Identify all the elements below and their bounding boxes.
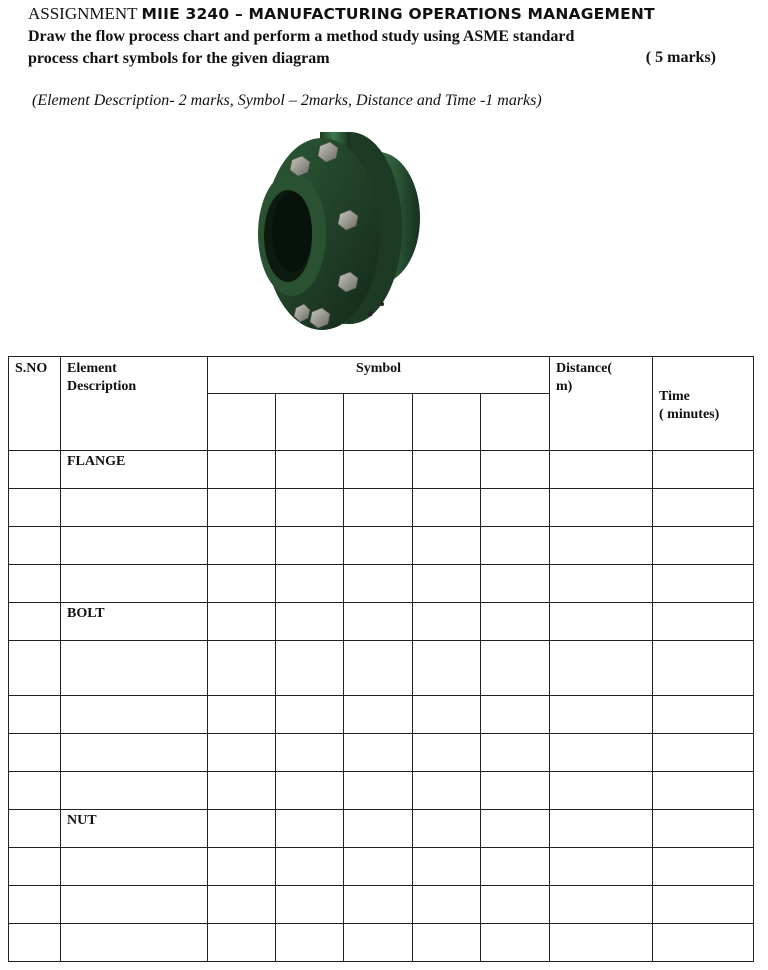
distance-cell [550, 734, 653, 772]
symbol-cell [208, 810, 276, 848]
header-distance: Distance( m) [550, 357, 653, 451]
distance-cell [550, 848, 653, 886]
symbol-cell [344, 394, 413, 451]
symbol-cell [344, 924, 413, 962]
symbol-cell [344, 772, 413, 810]
symbol-cell [344, 848, 413, 886]
symbol-cell [208, 772, 276, 810]
distance-cell [550, 641, 653, 696]
symbol-cell [344, 489, 413, 527]
header-sno: S.NO [9, 357, 61, 451]
distance-cell [550, 489, 653, 527]
symbol-cell [413, 924, 481, 962]
distance-cell [550, 810, 653, 848]
symbol-cell [208, 394, 276, 451]
time-cell [653, 565, 754, 603]
element-description-cell [61, 489, 208, 527]
symbol-cell [208, 886, 276, 924]
symbol-cell [344, 696, 413, 734]
sno-cell [9, 527, 61, 565]
time-cell [653, 489, 754, 527]
sno-cell [9, 565, 61, 603]
symbol-cell [344, 734, 413, 772]
time-cell [653, 527, 754, 565]
distance-cell [550, 886, 653, 924]
symbol-cell [276, 603, 344, 641]
sno-cell [9, 810, 61, 848]
symbol-cell [344, 886, 413, 924]
symbol-cell [276, 565, 344, 603]
symbol-cell [208, 565, 276, 603]
table-row [9, 886, 754, 924]
sno-cell [9, 489, 61, 527]
time-cell [653, 886, 754, 924]
symbol-cell [276, 527, 344, 565]
symbol-cell [276, 696, 344, 734]
symbol-cell [344, 603, 413, 641]
sno-cell [9, 451, 61, 489]
distance-cell [550, 451, 653, 489]
sno-cell [9, 924, 61, 962]
distance-cell [550, 772, 653, 810]
table-row [9, 848, 754, 886]
symbol-cell [344, 641, 413, 696]
symbol-cell [276, 810, 344, 848]
time-cell [653, 924, 754, 962]
symbol-cell [481, 527, 550, 565]
symbol-cell [481, 734, 550, 772]
table-row [9, 451, 754, 489]
distance-cell [550, 527, 653, 565]
symbol-cell [413, 603, 481, 641]
symbol-cell [413, 527, 481, 565]
symbol-cell [481, 394, 550, 451]
symbol-cell [481, 772, 550, 810]
symbol-cell [413, 810, 481, 848]
flow-process-chart-table [8, 356, 754, 962]
symbol-cell [276, 451, 344, 489]
symbol-cell [481, 848, 550, 886]
time-cell [653, 734, 754, 772]
table-row [9, 489, 754, 527]
symbol-cell [276, 924, 344, 962]
table-row [9, 641, 754, 696]
sno-cell [9, 641, 61, 696]
symbol-cell [413, 734, 481, 772]
element-description-cell [61, 565, 208, 603]
header-time: Time ( minutes) [653, 357, 754, 451]
symbol-cell [208, 641, 276, 696]
table-row [9, 696, 754, 734]
element-description-cell [61, 641, 208, 696]
element-description-cell [61, 527, 208, 565]
symbol-cell [208, 527, 276, 565]
element-description-cell [61, 696, 208, 734]
symbol-cell [208, 603, 276, 641]
symbol-cell [208, 696, 276, 734]
sno-cell [9, 603, 61, 641]
symbol-cell [276, 886, 344, 924]
header-symbol: Symbol [208, 357, 550, 394]
sno-cell [9, 772, 61, 810]
symbol-cell [208, 489, 276, 527]
header-element-description: Element Description [61, 357, 208, 451]
symbol-cell [344, 565, 413, 603]
element-description-cell: NUT [61, 810, 208, 848]
symbol-cell [481, 565, 550, 603]
symbol-cell [208, 924, 276, 962]
symbol-cell [276, 734, 344, 772]
symbol-cell [481, 696, 550, 734]
symbol-cell [481, 641, 550, 696]
symbol-cell [276, 641, 344, 696]
symbol-cell [481, 603, 550, 641]
flange-coupling-image [240, 128, 440, 348]
symbol-cell [481, 810, 550, 848]
symbol-cell [413, 394, 481, 451]
marks-breakdown-note: (Element Description- 2 marks, Symbol – 2marks, Distance and Time -1 marks) [32, 92, 542, 109]
symbol-cell [344, 810, 413, 848]
symbol-cell [413, 565, 481, 603]
assignment-label: ASSIGNMENT [28, 4, 138, 23]
symbol-cell [276, 489, 344, 527]
time-cell [653, 848, 754, 886]
table-row [9, 772, 754, 810]
symbol-cell [413, 489, 481, 527]
table-row [9, 924, 754, 962]
element-description-cell [61, 848, 208, 886]
table-row [9, 565, 754, 603]
symbol-cell [276, 848, 344, 886]
symbol-cell [413, 641, 481, 696]
symbol-cell [481, 886, 550, 924]
symbol-cell [481, 489, 550, 527]
symbol-cell [413, 451, 481, 489]
marks-label: ( 5 marks) [645, 49, 716, 66]
sno-cell [9, 886, 61, 924]
element-description-cell [61, 924, 208, 962]
symbol-cell [413, 772, 481, 810]
symbol-cell [344, 451, 413, 489]
symbol-cell [413, 886, 481, 924]
instruction-line-1: Draw the flow process chart and perform a method study using ASME standard [28, 28, 575, 45]
symbol-cell [208, 451, 276, 489]
symbol-cell [276, 772, 344, 810]
table-row [9, 603, 754, 641]
time-cell [653, 810, 754, 848]
element-description-cell: BOLT [61, 603, 208, 641]
time-cell [653, 696, 754, 734]
symbol-cell [208, 734, 276, 772]
assignment-title [28, 4, 655, 24]
sno-cell [9, 696, 61, 734]
distance-cell [550, 696, 653, 734]
symbol-cell [481, 924, 550, 962]
symbol-cell [481, 451, 550, 489]
distance-cell [550, 603, 653, 641]
time-cell [653, 603, 754, 641]
instruction-line-2: process chart symbols for the given diagram [28, 50, 330, 67]
sno-cell [9, 734, 61, 772]
table-row [9, 734, 754, 772]
element-description-cell: FLANGE [61, 451, 208, 489]
distance-cell [550, 924, 653, 962]
distance-cell [550, 565, 653, 603]
course-title: MIIE 3240 – MANUFACTURING OPERATIONS MANAGEMENT [141, 5, 655, 23]
element-description-cell [61, 772, 208, 810]
table-row [9, 527, 754, 565]
time-cell [653, 451, 754, 489]
sno-cell [9, 848, 61, 886]
symbol-cell [276, 394, 344, 451]
time-cell [653, 772, 754, 810]
symbol-cell [344, 527, 413, 565]
element-description-cell [61, 886, 208, 924]
time-cell [653, 641, 754, 696]
symbol-cell [208, 848, 276, 886]
symbol-cell [413, 848, 481, 886]
symbol-cell [413, 696, 481, 734]
element-description-cell [61, 734, 208, 772]
table-row [9, 810, 754, 848]
